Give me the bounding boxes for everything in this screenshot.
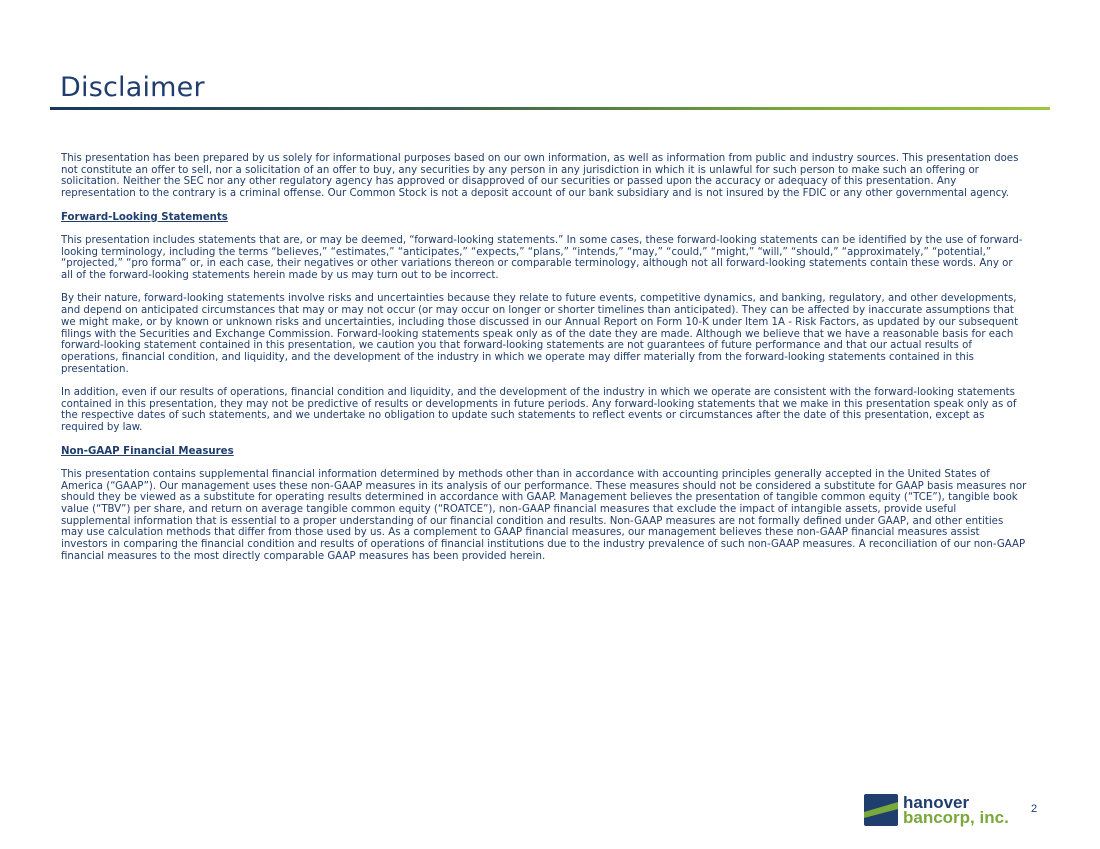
disclaimer-body [61, 153, 1027, 574]
hanover-logo-icon [864, 794, 898, 826]
page-title: Disclaimer [60, 72, 205, 103]
forward-looking-paragraph-3: In addition, even if our results of operations, financial condition and liquidity, and the development of the industry in which we operate are consistent with the forward-looking statements contained in this presentation, they may not be predictive of results or developments in future periods. Any forward-looking statements that we make in this presentation speak only as of the respective dates of such statements, and we undertake no obligation to update such statements to reflect events or circumstances after the date of this presentation, except as required by law. [61, 387, 1017, 434]
title-divider [50, 107, 1050, 110]
non-gaap-heading: Non-GAAP Financial Measures [61, 445, 234, 457]
forward-looking-heading: Forward-Looking Statements [61, 211, 228, 223]
logo-wordmark-line2: bancorp, inc. [903, 808, 1009, 827]
intro-paragraph: This presentation has been prepared by us solely for informational purposes based on our own information, as well as information from public and industry sources. This presentation does not constitute an offer to sell, nor a solicitation of an offer to buy, any securities by any person in any jurisdiction in which it is unlawful for such person to make such an offering or solicitation. Neither the SEC nor any other regulatory agency has approved or disapproved of our securities or passed upon the accuracy or adequacy of this presentation. Any representation to the contrary is a criminal offense. Our Common Stock is not a deposit account of our bank subsidiary and is not insured by the FDIC or any other governmental agency. [61, 153, 1019, 200]
page-number: 2 [1031, 803, 1038, 815]
non-gaap-paragraph: This presentation contains supplemental financial information determined by methods other than in accordance with accounting principles generally accepted in the United States of America (“GAAP”). Our management uses these non-GAAP measures in its analysis of our performance. These measures should not be considered a substitute for GAAP basis measures nor should they be viewed as a substitute for operating results determined in accordance with GAAP. Management believes the presentation of tangible common equity (“TCE”), tangible book value (“TBV”) per share, and return on average tangible common equity (“ROATCE”), non-GAAP financial measures that exclude the impact of intangible assets, provide useful supplemental information that is essential to a proper understanding of our financial condition and results. Non-GAAP measures are not formally defined under GAAP, and other entities may use calculation methods that differ from those used by us. As a complement to GAAP financial measures, our management believes these non-GAAP financial measures assist investors in comparing the financial condition and results of operations of financial institutions due to the industry prevalence of such non-GAAP measures. A reconciliation of our non-GAAP financial measures to the most directly comparable GAAP measures has been provided herein. [61, 468, 1027, 562]
forward-looking-paragraph-1: This presentation includes statements that are, or may be deemed, “forward-looking statements.” In some cases, these forward-looking statements can be identified by the use of forward-looking terminology, including the terms “believes,” “estimates,” “anticipates,” “expects,” “plans,” “intends,” “may,” “could,” “might,” “will,” “should,” “approximately,” “potential,” “projected,” “pro forma” or, in each case, their negatives or other variations thereon or comparable terminology, although not all forward-looking statements contain these words. Any or all of the forward-looking statements herein made by us may turn out to be incorrect. [61, 234, 1023, 281]
company-logo [864, 794, 1009, 826]
forward-looking-paragraph-2: By their nature, forward-looking statements involve risks and uncertainties because they relate to future events, competitive dynamics, and banking, regulatory, and other developments, and depend on anticipated circumstances that may or may not occur (or may occur on longer or shorter timelines than anticipated). They can be affected by inaccurate assumptions that we might make, or by known or unknown risks and uncertainties, including those discussed in our Annual Report on Form 10-K under Item 1A - Risk Factors, as updated by our subsequent filings with the Securities and Exchange Commission. Forward-looking statements speak only as of the date they are made. Although we believe that we have a reasonable basis for each forward-looking statement contained in this presentation, we caution you that forward-looking statements are not guarantees of future performance and that our actual results of operations, financial condition, and liquidity, and the development of the industry in which we operate may differ materially from the forward-looking statements contained in this presentation. [61, 293, 1019, 375]
logo-wordmark-line1: hanover [903, 793, 970, 812]
